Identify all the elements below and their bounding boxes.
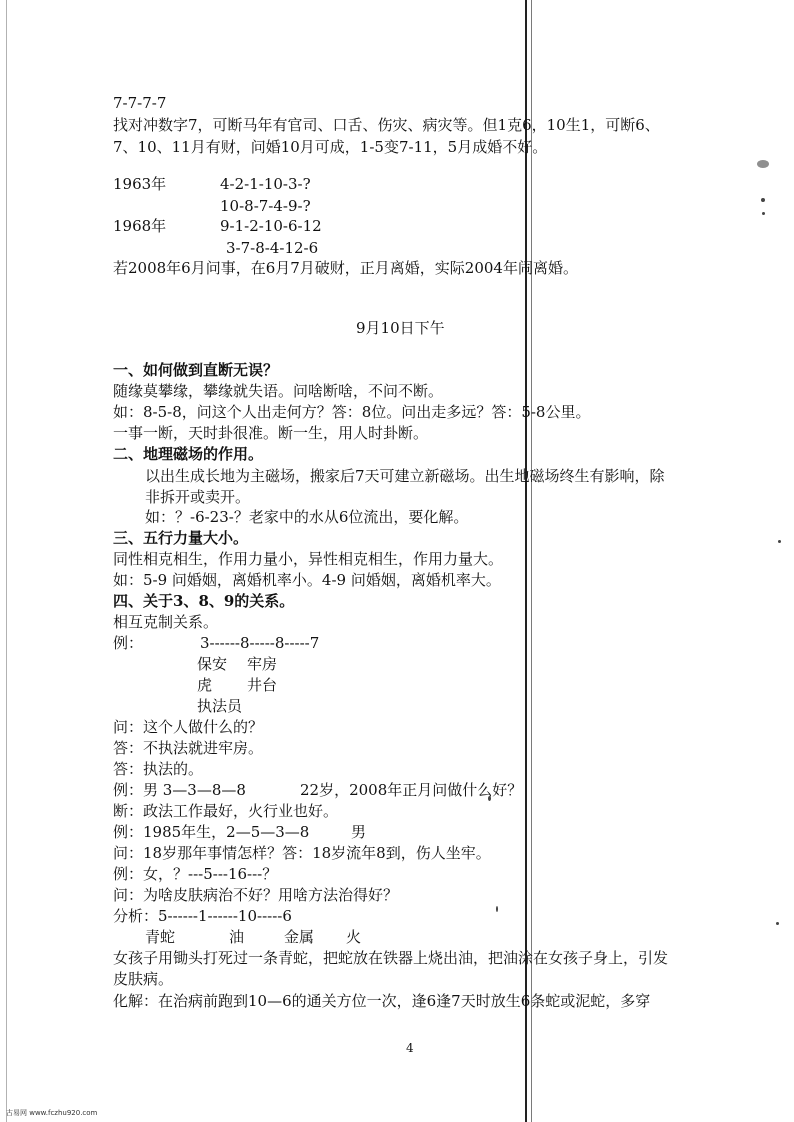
- text-line: 答：不执法就进牢房。: [113, 739, 264, 757]
- text-line: 同性相克相生，作用力量小，异性相克相生，作用力量大。: [113, 550, 504, 568]
- text-line: 随缘莫攀缘，攀缘就失语。问啥断啥，不问不断。: [113, 382, 444, 400]
- text-line: 答：执法的。: [113, 760, 204, 778]
- speck: [496, 906, 498, 912]
- speck: [757, 160, 769, 168]
- text-line: 分析：5------1------10-----6: [113, 907, 292, 925]
- footer-watermark: 古易网 www.fczhu920.com: [6, 1109, 98, 1117]
- text-line: 3------8-----8-----7: [200, 634, 320, 652]
- text-line: 一事一断，天时卦很准。断一生，用人时卦断。: [113, 424, 429, 442]
- speck: [776, 922, 779, 925]
- text-line: 3-7-8-4-12-6: [226, 239, 319, 257]
- text-line: 例：女，？---5---16---？: [113, 865, 278, 883]
- text-line: 例：: [113, 634, 144, 652]
- text-line: 井台: [247, 676, 278, 694]
- text-line: 女孩子用锄头打死过一条青蛇，把蛇放在铁器上烧出油，把油涂在女孩子身上，引发: [113, 949, 669, 967]
- page-number: 4: [406, 1041, 414, 1055]
- text-line: 金属: [284, 928, 315, 946]
- text-line: 执法员: [197, 697, 243, 715]
- text-line: 保安: [197, 655, 228, 673]
- text-line: 问：为啥皮肤病治不好？用啥方法治得好？: [113, 886, 399, 904]
- text-line: 例：1985年生，2—5—3—8: [113, 823, 310, 841]
- text-line: 1963年: [113, 175, 167, 193]
- text-line: 如：5-9 问婚姻，离婚机率小。4-9 问婚姻，离婚机率大。: [113, 571, 501, 589]
- text-line: 若2008年6月问事，在6月7月破财，正月离婚，实际2004年闹离婚。: [113, 259, 578, 277]
- heading: 三、五行力量大小。: [113, 529, 249, 547]
- text-line: 如：？-6-23-？老家中的水从6位流出，要化解。: [145, 508, 469, 526]
- text-line: 油: [229, 928, 245, 946]
- text-line: 找对冲数字7，可断马年有官司、口舌、伤灾、病灾等。但1克6，10生1，可断6、: [113, 116, 660, 134]
- text-line: 9-1-2-10-6-12: [220, 217, 322, 235]
- text-line: 例：男 3—3—8—8: [113, 781, 246, 799]
- text-line: 以出生成长地为主磁场，搬家后7天可建立新磁场。出生地磁场终生有影响，除: [145, 467, 665, 485]
- text-line: 非拆开或卖开。: [145, 488, 251, 506]
- text-line: 问：这个人做什么的？: [113, 718, 264, 736]
- speck: [762, 212, 765, 215]
- text-line: 青蛇: [145, 928, 176, 946]
- text-line: 断：政法工作最好，火行业也好。: [113, 802, 339, 820]
- text-line: 牢房: [247, 655, 278, 673]
- text-line: 男: [351, 823, 367, 841]
- text-line: 4-2-1-10-3-?: [220, 175, 311, 193]
- text-line: 7、10、11月有财，问婚10月可成，1-5变7-11，5月成婚不好。: [113, 138, 548, 156]
- heading: 四、关于3、8、9的关系。: [113, 592, 295, 610]
- speck: [778, 540, 781, 543]
- heading: 一、如何做到直断无误？: [113, 361, 279, 379]
- text-line: 皮肤病。: [113, 970, 174, 988]
- text-line: 相互克制关系。: [113, 613, 219, 631]
- speck: [761, 198, 765, 202]
- text-line: 22岁，2008年正月问做什么好？: [300, 781, 523, 799]
- left-edge-line: [6, 0, 7, 1122]
- text-line: 虎: [197, 676, 213, 694]
- text-line: 如：8-5-8，问这个人出走何方？答：8位。问出走多远？答：5-8公里。: [113, 403, 591, 421]
- text-line: 7-7-7-7: [113, 94, 167, 112]
- section-title: 9月10日下午: [356, 319, 445, 337]
- text-line: 10-8-7-4-9-?: [220, 197, 311, 215]
- text-line: 1968年: [113, 217, 167, 235]
- heading: 二、地理磁场的作用。: [113, 445, 264, 463]
- text-line: 化解：在治病前跑到10—6的通关方位一次，逢6逢7天时放生6条蛇或泥蛇，多穿: [113, 992, 651, 1010]
- text-line: 问：18岁那年事情怎样？答：18岁流年8到，伤人坐牢。: [113, 844, 491, 862]
- text-line: 火: [346, 928, 362, 946]
